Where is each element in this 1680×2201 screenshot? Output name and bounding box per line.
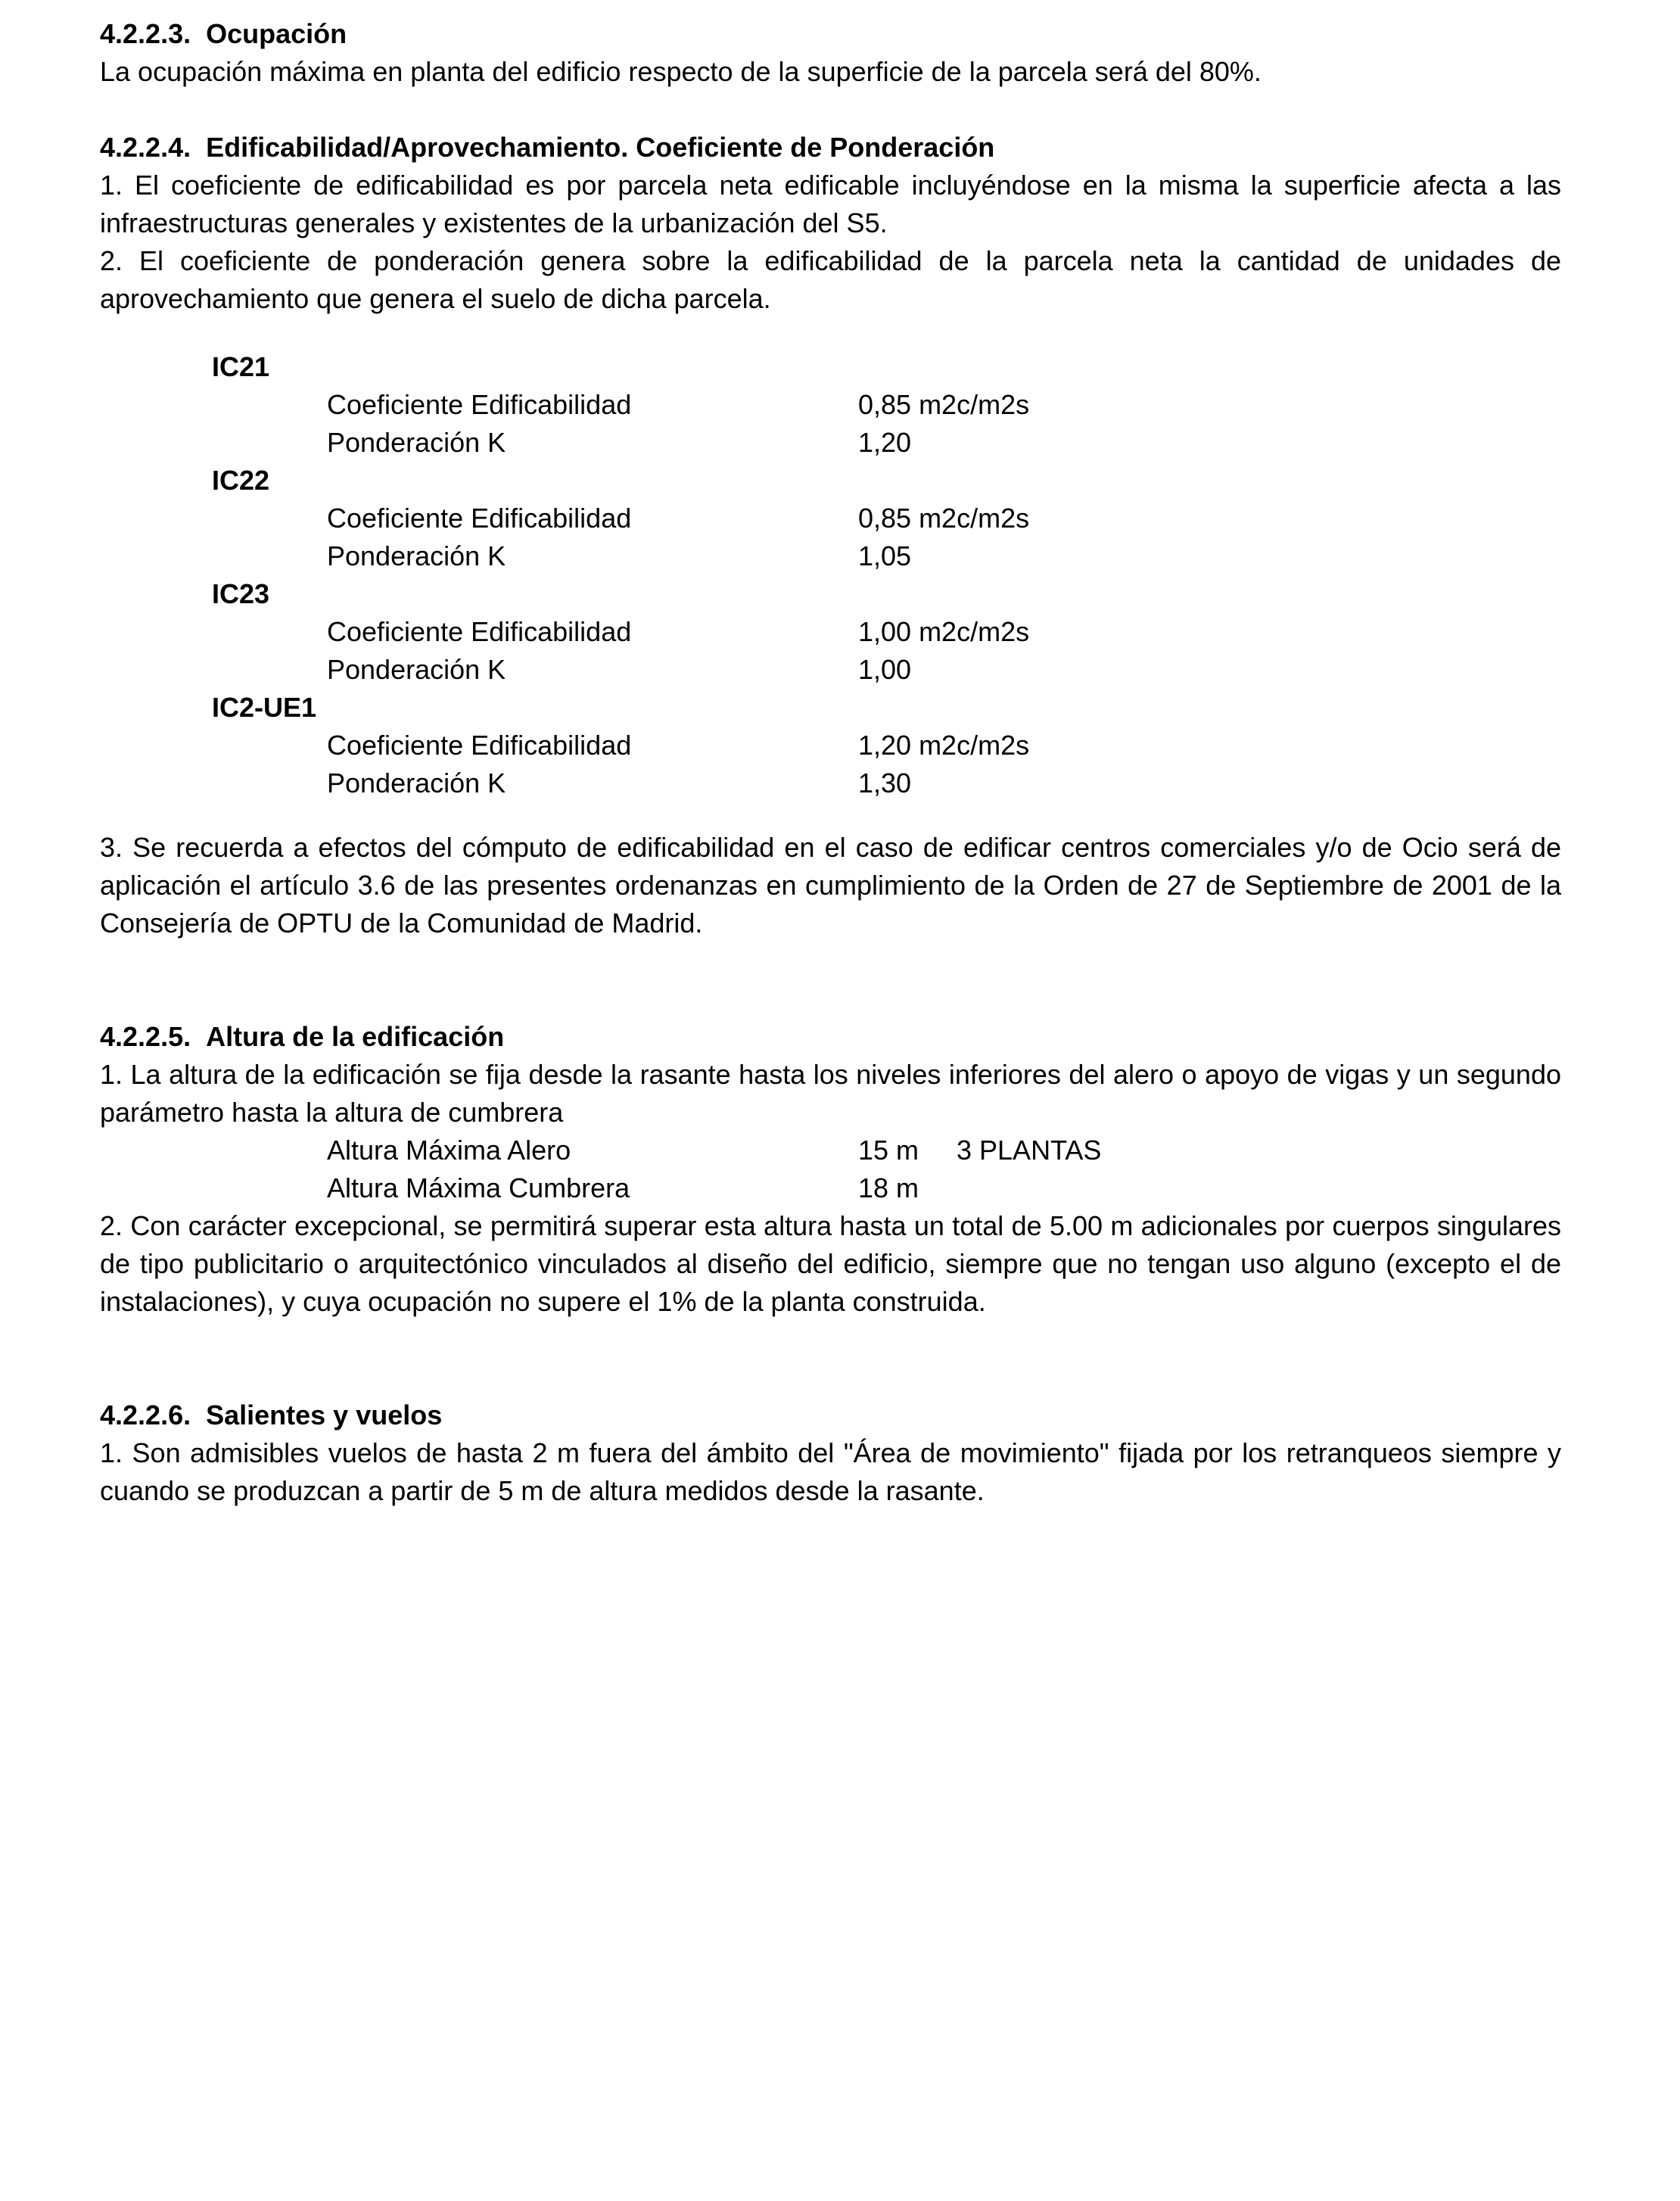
- body-paragraph: 1. El coeficiente de edificabilidad es por parcela neta edificable incluyéndose en la misma la superficie afecta a las infraestructuras generales y existentes de la urbanización del S5.: [100, 170, 1561, 238]
- coef-group-code: IC23: [212, 578, 270, 609]
- coef-row-value: 1,00 m2c/m2s: [858, 616, 1030, 647]
- section-title: Salientes y vuelos: [206, 1399, 443, 1430]
- coef-row: [327, 764, 1561, 802]
- height-table: [100, 1132, 1561, 1207]
- height-row: [327, 1132, 1561, 1169]
- coef-group-code: IC21: [212, 351, 270, 382]
- section-heading-salientes: [100, 1396, 1561, 1434]
- coef-row-value: 1,00: [858, 654, 912, 685]
- coef-row-label: Ponderación K: [327, 540, 506, 571]
- body-paragraph: 3. Se recuerda a efectos del cómputo de edificabilidad en el caso de edificar centros comerciales y/o de Ocio será de aplicación el artículo 3.6 de las presentes ordenanzas en cumplimiento de la Orden de 27 de Septiembre de 2001 de la Consejería de OPTU de la Comunidad de Madrid.: [100, 832, 1561, 939]
- height-row-value: 18 m: [858, 1172, 919, 1203]
- coef-row: [327, 651, 1561, 689]
- body-paragraph: 1. Son admisibles vuelos de hasta 2 m fuera del ámbito del "Área de movimiento" fijada por los retranqueos siempre y cuando se produzcan a partir de 5 m de altura medidos desde la rasante.: [100, 1437, 1561, 1506]
- coef-row-value: 1,20: [858, 427, 912, 458]
- section-number: 4.2.2.3.: [100, 18, 191, 49]
- coef-row-label: Coeficiente Edificabilidad: [327, 503, 632, 534]
- height-row-note: 3 PLANTAS: [957, 1135, 1102, 1166]
- section-number: 4.2.2.6.: [100, 1399, 191, 1430]
- body-paragraph: La ocupación máxima en planta del edificio respecto de la superficie de la parcela será del 80%.: [100, 56, 1262, 87]
- section-title: Edificabilidad/Aprovechamiento. Coeficiente de Ponderación: [206, 132, 995, 163]
- coef-row-label: Ponderación K: [327, 654, 506, 685]
- coef-row: [327, 537, 1561, 575]
- section-heading-edificabilidad: [100, 129, 1561, 167]
- coef-row: [327, 424, 1561, 462]
- coef-row: [327, 500, 1561, 537]
- section-number: 4.2.2.4.: [100, 132, 191, 163]
- coef-row-value: 0,85 m2c/m2s: [858, 389, 1030, 420]
- coef-group-code: IC2-UE1: [212, 692, 317, 723]
- body-paragraph: 1. La altura de la edificación se fija desde la rasante hasta los niveles inferiores del alero o apoyo de vigas y un segundo parámetro hasta la altura de cumbrera: [100, 1059, 1561, 1128]
- body-paragraph: 2. Con carácter excepcional, se permitirá superar esta altura hasta un total de 5.00 m adicionales por cuerpos singulares de tipo publicitario o arquitectónico vinculados al diseño del edificio, siempre que no tengan uso alguno (excepto el de instalaciones), y cuya ocupación no supere el 1% de la planta construida.: [100, 1210, 1561, 1317]
- body-paragraph: 2. El coeficiente de ponderación genera sobre la edificabilidad de la parcela neta la cantidad de unidades de aprovechamiento que genera el suelo de dicha parcela.: [100, 245, 1561, 314]
- section-heading-ocupacion: [100, 15, 1561, 53]
- height-row-label: Altura Máxima Cumbrera: [327, 1172, 630, 1203]
- coef-row: [327, 613, 1561, 651]
- coef-row-value: 1,05: [858, 540, 912, 571]
- coef-group-code: IC22: [212, 465, 270, 496]
- coef-row-value: 1,30: [858, 767, 912, 799]
- coefficient-table: [100, 348, 1561, 802]
- coef-row: [327, 727, 1561, 764]
- section-title: Ocupación: [206, 18, 347, 49]
- coef-row-value: 0,85 m2c/m2s: [858, 503, 1030, 534]
- coef-row: [327, 386, 1561, 424]
- coef-row-label: Coeficiente Edificabilidad: [327, 389, 632, 420]
- section-title: Altura de la edificación: [206, 1021, 505, 1052]
- coef-row-label: Ponderación K: [327, 767, 506, 799]
- height-row: [327, 1169, 1561, 1207]
- section-heading-altura: [100, 1018, 1561, 1056]
- height-row-label: Altura Máxima Alero: [327, 1135, 571, 1166]
- height-row-value: 15 m: [858, 1135, 919, 1166]
- coef-row-label: Coeficiente Edificabilidad: [327, 616, 632, 647]
- section-number: 4.2.2.5.: [100, 1021, 191, 1052]
- coef-row-value: 1,20 m2c/m2s: [858, 730, 1030, 761]
- coef-row-label: Coeficiente Edificabilidad: [327, 730, 632, 761]
- coef-row-label: Ponderación K: [327, 427, 506, 458]
